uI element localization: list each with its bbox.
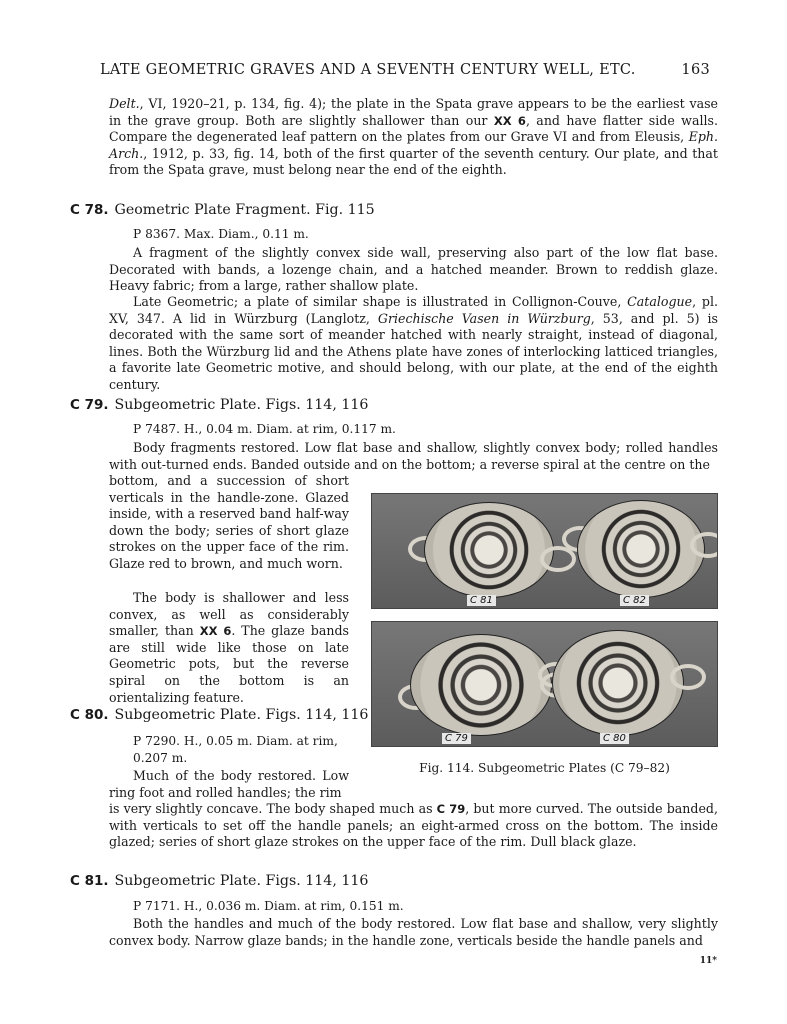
entry-heading-c78: C 78. Geometric Plate Fragment. Fig. 115 [70, 202, 375, 218]
signature-mark: 11* [699, 956, 717, 966]
label-c82: C 82 [620, 595, 649, 606]
page-number: 163 [681, 62, 710, 78]
entry-heading-c81: C 81. Subgeometric Plate. Figs. 114, 116 [70, 873, 369, 889]
description-c80-wrap: Much of the body restored. Low ring foot and rolled handles; the rim [109, 768, 349, 800]
entry-heading-c80: C 80. Subgeometric Plate. Figs. 114, 116 [70, 707, 369, 723]
plate-c81 [424, 502, 554, 598]
plate-c80 [552, 630, 684, 736]
intro-paragraph: Delt., VI, 1920–21, p. 134, fig. 4); the plate in the Spata grave appears to be the earliest vase in the grave group. Both are slightly shallower than our XX 6, and have flatter side walls. Compare the degenerated leaf pattern on the plates from our Grave VI and from Eleusis, Eph. Arch., 1912, p. 33, fig. 14, both of the first quarter of the seventh century. Our plate, and that from the Spata grave, must belong near the end of the eighth. [109, 96, 718, 178]
measurements-c81: P 7171. H., 0.036 m. Diam. at rim, 0.151 m. [133, 899, 404, 913]
plate-c82 [577, 500, 705, 598]
plate-c79 [410, 634, 552, 736]
measurements-c79: P 7487. H., 0.04 m. Diam. at rim, 0.117 m. [133, 422, 396, 436]
description-c79-full: Body fragments restored. Low flat base and shallow, slightly convex body; rolled handles with out-turned ends. Banded outside and on the bottom; a reverse spiral at the centre on the [109, 440, 718, 472]
measurements-c78: P 8367. Max. Diam., 0.11 m. [133, 227, 309, 241]
entry-heading-c79: C 79. Subgeometric Plate. Figs. 114, 116 [70, 397, 369, 413]
figure-caption: Fig. 114. Subgeometric Plates (C 79–82) [419, 761, 670, 775]
description-c78: A fragment of the slightly convex side wall, preserving also part of the low flat base. Decorated with bands, a lozenge chain, and a hatched meander. Brown to reddish glaze. Heavy fabric; from a large, rather shallow plate. [109, 245, 718, 294]
label-c81: C 81 [467, 595, 496, 606]
description-c79-wrap: bottom, and a succession of short verticals in the handle-zone. Glazed inside, with a reserved band half-way down the body; series of short glaze strokes on the upper face of the rim. Glaze red to brown, and much worn. [109, 473, 349, 571]
description-c81: Both the handles and much of the body restored. Low flat base and shallow, very slightly convex body. Narrow glaze bands; in the handle zone, verticals beside the handle panels and [109, 916, 718, 948]
commentary-c78: Late Geometric; a plate of similar shape is illustrated in Collignon-Couve, Catalogue, pl. XV, 347. A lid in Würzburg (Langlotz, Griechische Vasen in Würzburg, 53, and pl. 5) is decorated with the same sort of meander hatched with nearly straight, instead of diagonal, lines. Both the Würzburg lid and the Athens plate have zones of interlocking latticed triangles, a favorite late Geometric motive, and should belong, with our plate, at the end of the eighth century. [109, 294, 718, 392]
label-c79: C 79 [442, 733, 471, 744]
measurements-c80: P 7290. H., 0.05 m. Diam. at rim, 0.207 m. [133, 734, 338, 765]
running-header [100, 62, 710, 78]
description-c80-full: is very slightly concave. The body shaped much as C 79, but more curved. The outside banded, with verticals to set off the handle panels; an eight-armed cross on the bottom. The inside glazed; series of short glaze strokes on the upper face of the rim. Dull black glaze. [109, 801, 718, 850]
photo-panel-bottom [371, 621, 718, 747]
running-title: LATE GEOMETRIC GRAVES AND A SEVENTH CENTURY WELL, ETC. [100, 62, 636, 78]
photo-panel-top [371, 493, 718, 609]
label-c80: C 80 [600, 733, 629, 744]
commentary-c79: The body is shallower and less convex, as well as considerably smaller, than XX 6. The glaze bands are still wide like those on late Geometric pots, but the reverse spiral on the bottom is an orientalizing feature. [109, 590, 350, 705]
figure-114 [371, 493, 718, 775]
